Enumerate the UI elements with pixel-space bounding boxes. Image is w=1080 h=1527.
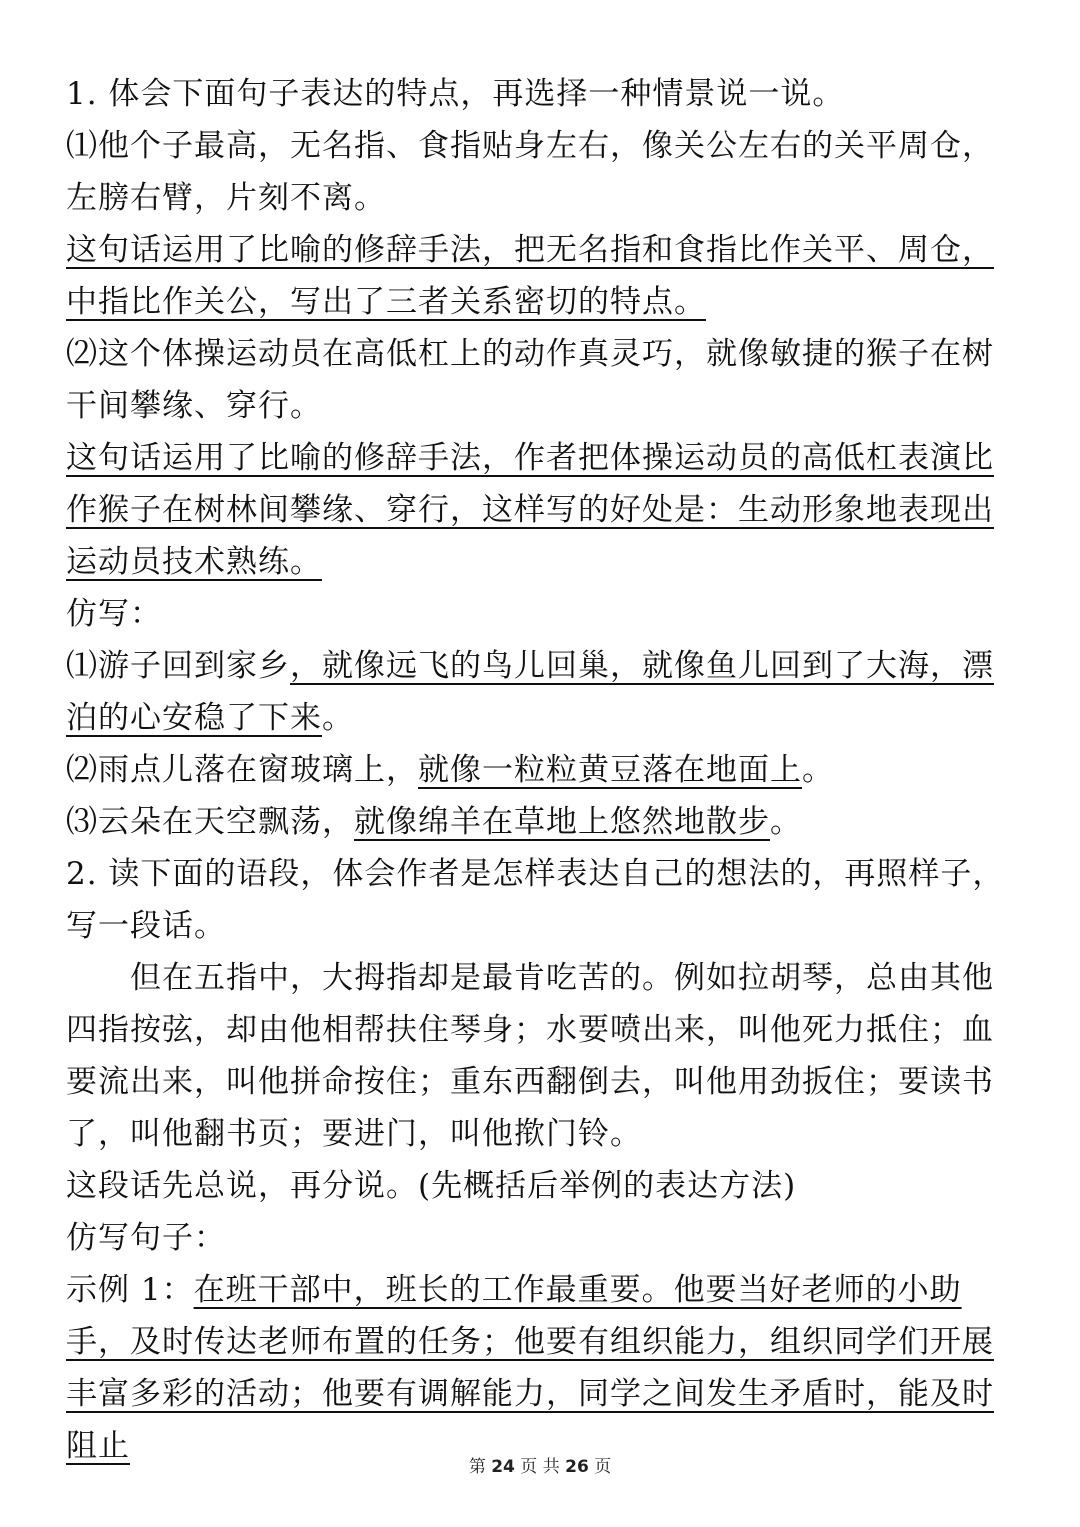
page-footer xyxy=(0,1452,1080,1477)
imitate-label: 仿写： xyxy=(66,596,162,632)
imitate-3 xyxy=(66,796,1018,848)
imitate-2 xyxy=(66,744,1018,796)
question-1-answer-2: 这句话运用了比喻的修辞手法，作者把体操运动员的高低杠表演比作猴子在树林间攀缘、穿行，这样写的好处是：生动形象地表现出运动员技术熟练。 xyxy=(66,440,994,580)
example-1-label: 示例 1： xyxy=(66,1272,194,1308)
question-2-imitate-label: 仿写句子： xyxy=(66,1220,226,1256)
question-1-title: 1. 体会下面句子表达的特点，再选择一种情景说一说。 xyxy=(66,76,845,112)
question-2-analysis: 这段话先总说，再分说。(先概括后举例的表达方法) xyxy=(66,1168,797,1204)
example-1-text: 在班干部中，班长的工作最重要。他要当好老师的小助手，及时传达老师布置的任务；他要有组织能力，组织同学们开展丰富多彩的活动；他要有调解能力，同学之间发生矛盾时，能及时阻止 xyxy=(66,1272,994,1464)
imitate-2-end: 。 xyxy=(802,752,834,788)
question-2-passage: 但在五指中，大拇指却是最肯吃苦的。例如拉胡琴，总由其他四指按弦，却由他相帮扶住琴身；水要喷出来，叫他死力抵住；血要流出来，叫他拼命按住；重东西翻倒去，叫他用劲扳住；要读书了，叫他翻书页；要进门，叫他揿门铃。 xyxy=(66,960,994,1152)
imitate-1-end: 。 xyxy=(322,700,354,736)
imitate-1-prompt: ⑴游子回到家乡 xyxy=(66,648,290,684)
footer-prefix: 第 xyxy=(468,1457,486,1477)
imitate-1-answer: ，就像远飞的鸟儿回巢，就像鱼儿回到了大海，漂泊的心安稳了下来 xyxy=(66,648,994,736)
example-1 xyxy=(66,1264,1018,1472)
footer-page-number: 24 xyxy=(491,1457,515,1477)
footer-suffix: 页 xyxy=(594,1457,612,1477)
question-2-title: 2. 读下面的语段，体会作者是怎样表达自己的想法的，再照样子，写一段话。 xyxy=(66,856,1005,944)
imitate-2-prompt: ⑵雨点儿落在窗玻璃上， xyxy=(66,752,418,788)
footer-middle: 页 共 xyxy=(520,1457,560,1477)
imitate-1 xyxy=(66,640,1018,744)
footer-total-pages: 26 xyxy=(565,1457,589,1477)
imitate-3-end: 。 xyxy=(770,804,802,840)
question-1-answer-1: 这句话运用了比喻的修辞手法，把无名指和食指比作关平、周仓，中指比作关公，写出了三者关系密切的特点。 xyxy=(66,232,994,320)
imitate-3-answer: 就像绵羊在草地上悠然地散步 xyxy=(354,804,770,840)
imitate-2-answer: 就像一粒粒黄豆落在地面上 xyxy=(418,752,802,788)
imitate-3-prompt: ⑶云朵在天空飘荡， xyxy=(66,804,354,840)
question-1-sentence-2: ⑵这个体操运动员在高低杠上的动作真灵巧，就像敏捷的猴子在树干间攀缘、穿行。 xyxy=(66,336,994,424)
page-content xyxy=(66,68,1018,1472)
question-1-sentence-1: ⑴他个子最高，无名指、食指贴身左右，像关公左右的关平周仓，左膀右臂，片刻不离。 xyxy=(66,128,994,216)
